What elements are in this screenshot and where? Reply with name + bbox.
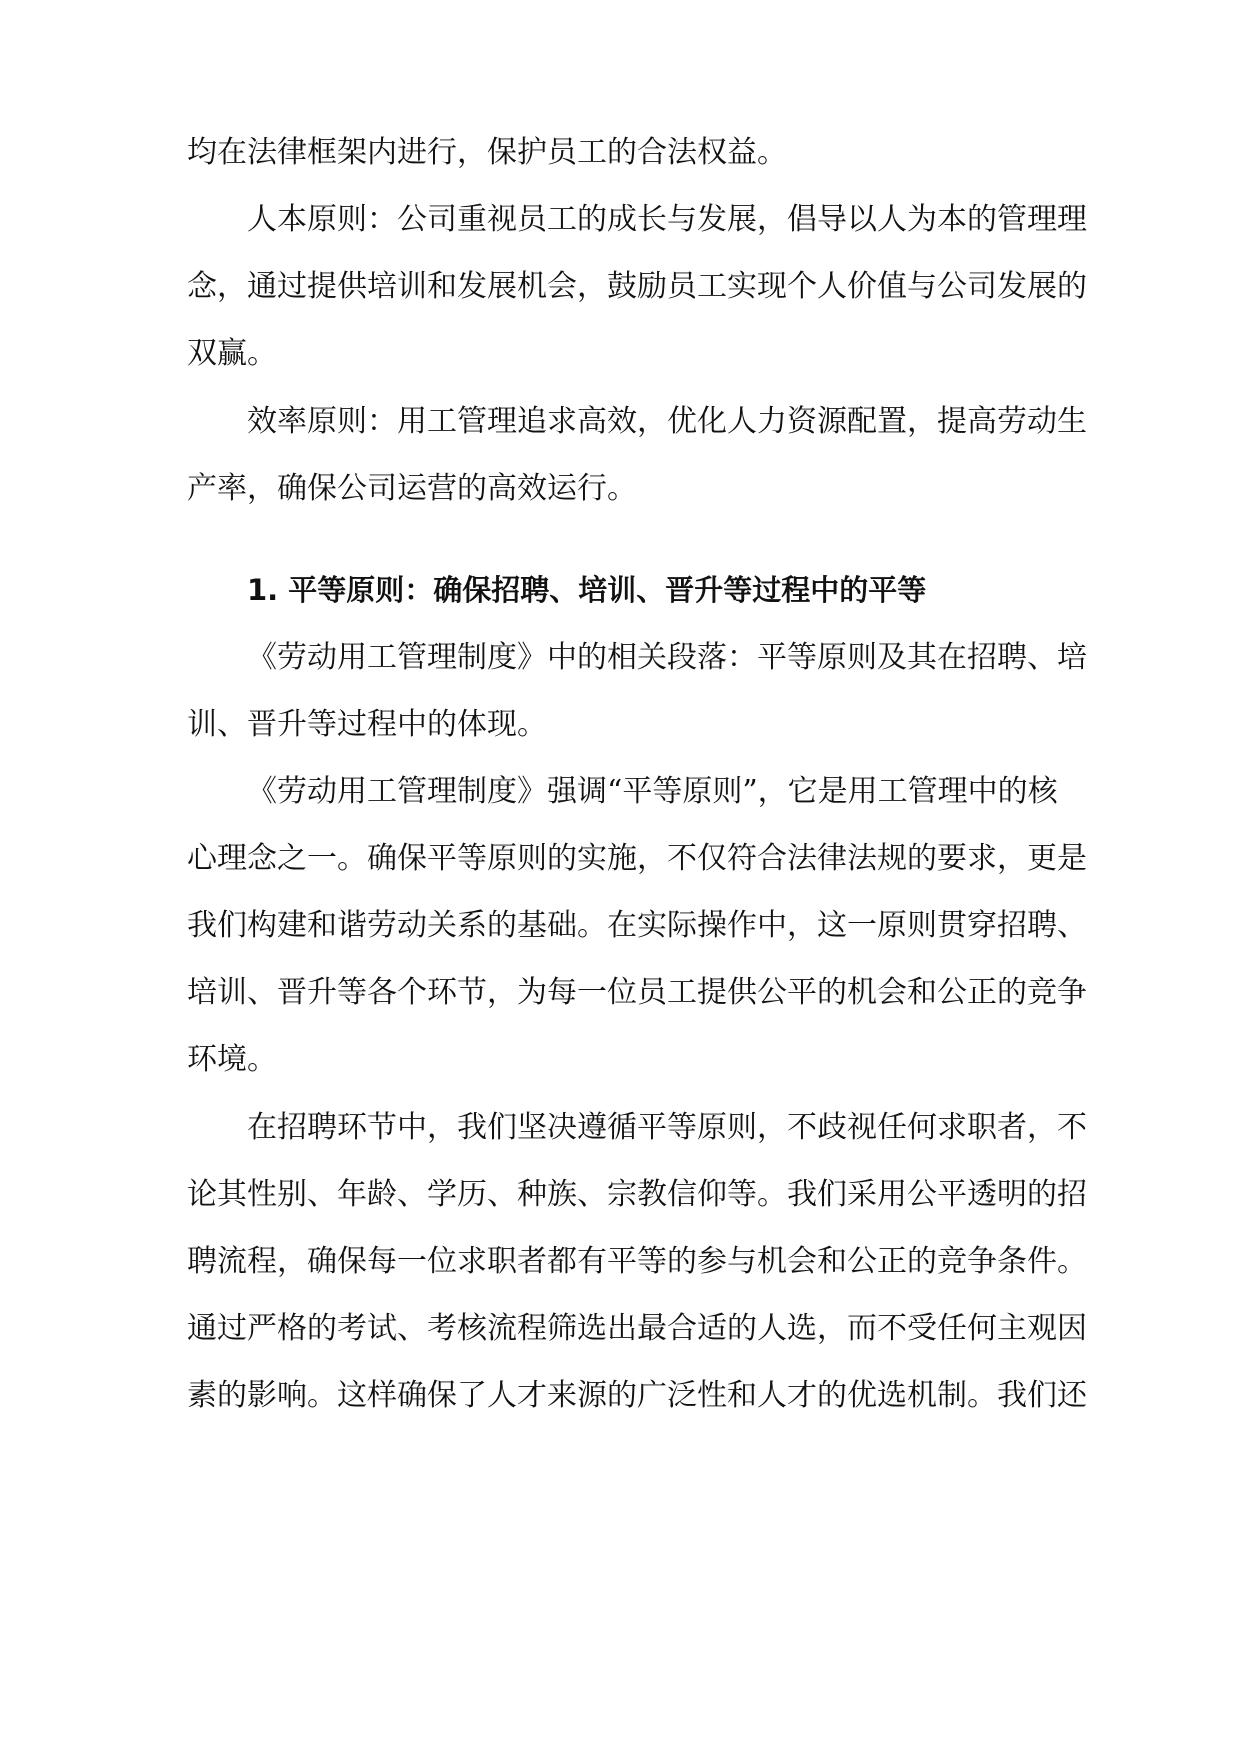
text-line: 人本原则：公司重视员工的成长与发展，倡导以人为本的管理理 [247,202,1087,237]
text-line: 通过严格的考试、考核流程筛选出最合适的人选，而不受任何主观因 [187,1311,1087,1346]
text-line: 产率，确保公司运营的高效运行。 [187,471,637,506]
text-line: 环境。 [187,1042,277,1077]
text-line: 念，通过提供培训和发展机会，鼓励员工实现个人价值与公司发展的 [187,269,1087,304]
text-line: 素的影响。这样确保了人才来源的广泛性和人才的优选机制。我们还 [187,1378,1087,1413]
text-line: 《劳动用工管理制度》中的相关段落：平等原则及其在招聘、培 [247,640,1087,675]
text-line: 论其性别、年龄、学历、种族、宗教信仰等。我们采用公平透明的招 [187,1177,1087,1212]
text-line: 《劳动用工管理制度》强调“平等原则”，它是用工管理中的核 [247,774,1058,809]
text-line: 双赢。 [187,336,277,371]
text-line: 聘流程，确保每一位求职者都有平等的参与机会和公正的竞争条件。 [187,1244,1087,1279]
text-line: 培训、晋升等各个环节，为每一位员工提供公平的机会和公正的竞争 [187,975,1087,1010]
text-line: 均在法律框架内进行，保护员工的合法权益。 [187,135,787,170]
text-line: 心理念之一。确保平等原则的实施，不仅符合法律法规的要求，更是 [187,841,1087,876]
text-line: 我们构建和谐劳动关系的基础。在实际操作中，这一原则贯穿招聘、 [187,908,1087,943]
section-heading: 1. 平等原则：确保招聘、培训、晋升等过程中的平等 [247,573,927,607]
text-line: 效率原则：用工管理追求高效，优化人力资源配置，提高劳动生 [247,404,1087,439]
text-line: 在招聘环节中，我们坚决遵循平等原则，不歧视任何求职者，不 [247,1110,1087,1145]
text-line: 训、晋升等过程中的体现。 [187,707,547,742]
